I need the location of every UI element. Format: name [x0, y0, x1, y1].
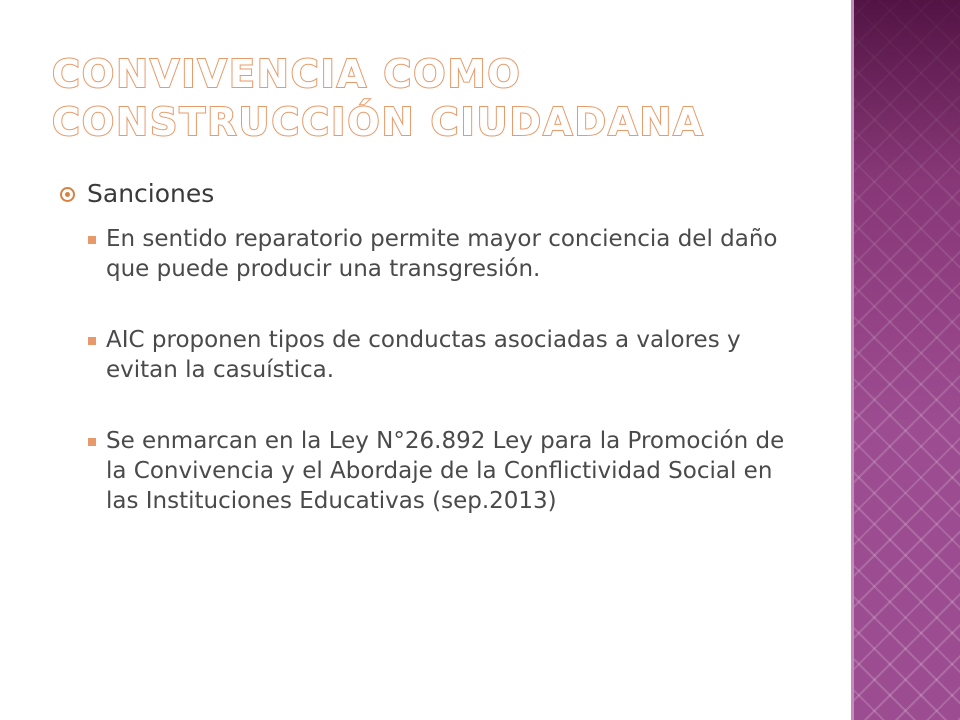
title-line-2: CONSTRUCCIÓN CIUDADANA [52, 100, 705, 144]
heading-text: Sanciones [87, 179, 215, 208]
square-bullet-icon [88, 337, 96, 345]
slide-content [60, 178, 820, 557]
square-bullet-icon [88, 236, 96, 244]
sub-bullet-3 [88, 426, 820, 516]
sub-bullet-text: En sentido reparatorio permite mayor conciencia del daño que puede producir una transgresión. [106, 226, 778, 282]
decorative-side-panel [851, 0, 960, 720]
side-panel-edge [851, 0, 854, 720]
square-bullet-icon [88, 438, 96, 446]
title-line-1: CONVIVENCIA COMO [52, 52, 522, 96]
slide-title [52, 50, 832, 146]
sub-bullet-text: Se enmarcan en la Ley N°26.892 Ley para la Promoción de la Convivencia y el Abordaje de la Conflictividad Social en las Instituciones Educativas (sep.2013) [106, 428, 785, 514]
sub-bullet-text: AIC proponen tipos de conductas asociadas a valores y evitan la casuística. [106, 327, 741, 383]
sub-bullet-1 [88, 224, 820, 284]
circle-bullet-icon [60, 187, 75, 202]
bullet-heading [60, 178, 820, 210]
sub-bullet-2 [88, 325, 820, 385]
